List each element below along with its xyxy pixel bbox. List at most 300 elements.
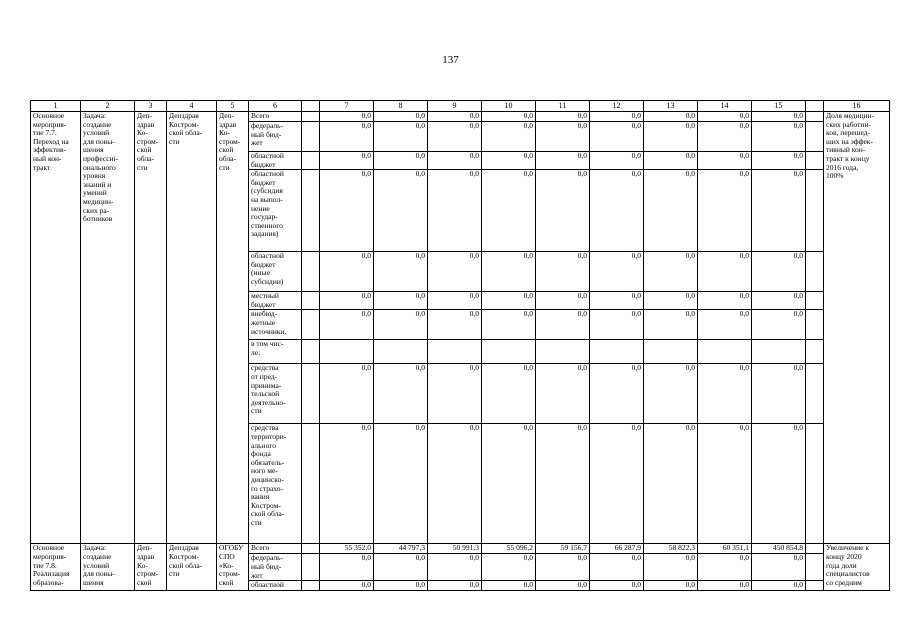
value-cell: 0,0 bbox=[752, 152, 806, 170]
value-cell: 0,0 bbox=[752, 292, 806, 310]
value-cell: 0,0 bbox=[482, 170, 536, 252]
value-cell: 0,0 bbox=[482, 364, 536, 424]
value-cell: 0,0 bbox=[698, 554, 752, 581]
cell-text-line: Всего bbox=[251, 111, 270, 120]
value-cell: 0,0 bbox=[482, 122, 536, 152]
cell-text-line: ного ме- bbox=[251, 466, 278, 476]
value-cell: 0,0 bbox=[374, 554, 428, 581]
value-cell: 0,0 bbox=[482, 292, 536, 310]
value-cell: 0,0 bbox=[536, 554, 590, 581]
header-cell: 16 bbox=[824, 101, 890, 112]
header-cell: 5 bbox=[217, 101, 249, 112]
value-cell: 58 822,3 bbox=[644, 544, 698, 554]
value-cell: 0,0 bbox=[590, 170, 644, 252]
value-cell bbox=[536, 340, 590, 364]
spacer-cell bbox=[302, 424, 320, 544]
cell-text-line: года доли bbox=[826, 560, 857, 570]
cell-text-line: тивный кон- bbox=[826, 145, 866, 155]
spacer-cell bbox=[806, 310, 824, 340]
header-cell bbox=[302, 101, 320, 112]
value-cell: 66 287,9 bbox=[590, 544, 644, 554]
value-cell: 0,0 bbox=[536, 310, 590, 340]
value-cell: 0,0 bbox=[698, 152, 752, 170]
cell-text-line: онального bbox=[83, 162, 116, 172]
value-cell: 0,0 bbox=[374, 252, 428, 292]
cell-text-line: нение bbox=[251, 203, 270, 213]
cell-text-line: Костром- bbox=[251, 500, 281, 510]
cell-text-line: стром- bbox=[219, 569, 241, 579]
value-cell: 0,0 bbox=[752, 424, 806, 544]
spacer-cell bbox=[302, 152, 320, 170]
value-cell: 0,0 bbox=[320, 252, 374, 292]
spacer-cell bbox=[302, 122, 320, 152]
value-cell: 0,0 bbox=[590, 581, 644, 591]
measure_78-col5 bbox=[217, 544, 249, 591]
budget-table bbox=[30, 100, 890, 591]
value-cell: 0,0 bbox=[536, 152, 590, 170]
cell-text-line: жет bbox=[251, 570, 263, 580]
funding-source-label bbox=[249, 122, 302, 152]
cell-text-line: 100% bbox=[826, 171, 844, 181]
value-cell: 0,0 bbox=[590, 292, 644, 310]
cell-text-line: Всего bbox=[251, 543, 270, 553]
value-cell: 0,0 bbox=[536, 292, 590, 310]
spacer-cell bbox=[806, 554, 824, 581]
cell-text-line: в том чис- bbox=[251, 339, 284, 349]
cell-text-line: обязатель- bbox=[251, 457, 285, 467]
value-cell: 0,0 bbox=[644, 112, 698, 122]
cell-text-line: знаний и bbox=[83, 179, 112, 189]
value-cell: 0,0 bbox=[644, 554, 698, 581]
value-cell: 0,0 bbox=[320, 424, 374, 544]
cell-text-line: федераль- bbox=[251, 553, 284, 563]
value-cell: 0,0 bbox=[590, 152, 644, 170]
header-cell: 15 bbox=[752, 101, 806, 112]
value-cell: 0,0 bbox=[374, 170, 428, 252]
page-number: 137 bbox=[442, 54, 459, 66]
header-cell: 14 bbox=[698, 101, 752, 112]
cell-text-line: внебюд- bbox=[251, 309, 278, 319]
value-cell: 0,0 bbox=[428, 112, 482, 122]
value-cell: 0,0 bbox=[428, 292, 482, 310]
value-cell: 0,0 bbox=[752, 122, 806, 152]
cell-text-line: для повы- bbox=[83, 569, 115, 579]
cell-text-line: Деп- bbox=[137, 543, 153, 553]
value-cell: 0,0 bbox=[590, 252, 644, 292]
cell-text-line: тельской bbox=[251, 389, 280, 399]
value-cell: 59 156,7 bbox=[536, 544, 590, 554]
cell-text-line: ской bbox=[219, 577, 234, 587]
cell-text-line: Деп- bbox=[137, 111, 153, 120]
cell-text-line: источники, bbox=[251, 326, 287, 336]
cell-text-line: мероприя- bbox=[33, 551, 67, 561]
measure_77-col16 bbox=[824, 112, 890, 544]
header-cell bbox=[806, 101, 824, 112]
funding-source-label bbox=[249, 340, 302, 364]
spacer-cell bbox=[806, 340, 824, 364]
cell-text-line: профессиi- bbox=[83, 153, 119, 163]
cell-text-line: 2016 года, bbox=[826, 162, 859, 172]
cell-text-line: Ко- bbox=[219, 128, 230, 138]
value-cell: 0,0 bbox=[428, 310, 482, 340]
value-cell: 0,0 bbox=[428, 581, 482, 591]
header-cell: 8 bbox=[374, 101, 428, 112]
value-cell: 0,0 bbox=[752, 112, 806, 122]
measure_77-col3 bbox=[135, 112, 167, 544]
cell-text-line: эффектив- bbox=[33, 145, 67, 155]
spacer-cell bbox=[302, 112, 320, 122]
value-cell: 0,0 bbox=[752, 310, 806, 340]
cell-text-line: ственного bbox=[251, 220, 283, 230]
cell-text-line: сти bbox=[169, 569, 180, 579]
funding-source-label bbox=[249, 292, 302, 310]
value-cell: 0,0 bbox=[320, 122, 374, 152]
spacer-cell bbox=[302, 310, 320, 340]
measure_78-col4 bbox=[167, 544, 217, 591]
funding-source-label bbox=[249, 310, 302, 340]
value-cell: 0,0 bbox=[536, 170, 590, 252]
funding-source-label bbox=[249, 252, 302, 292]
value-cell: 0,0 bbox=[590, 112, 644, 122]
cell-text-line: ской bbox=[137, 577, 152, 587]
spacer-cell bbox=[302, 292, 320, 310]
cell-text-line: деятельно- bbox=[251, 397, 286, 407]
cell-text-line: ской bbox=[219, 145, 234, 155]
cell-text-line: бюджет bbox=[251, 259, 276, 269]
measure_78-col2 bbox=[81, 544, 135, 591]
value-cell: 0,0 bbox=[698, 581, 752, 591]
value-cell: 0,0 bbox=[698, 292, 752, 310]
funding-source-label bbox=[249, 364, 302, 424]
cell-text-line: тие 7.8. bbox=[33, 560, 57, 570]
cell-text-line: тракт к концу bbox=[826, 153, 870, 163]
value-cell: 0,0 bbox=[644, 364, 698, 424]
value-cell: 0,0 bbox=[428, 364, 482, 424]
spacer-cell bbox=[302, 170, 320, 252]
cell-text-line: задания) bbox=[251, 229, 279, 239]
cell-text-line: Реализация bbox=[33, 569, 70, 579]
funding-source-label bbox=[249, 554, 302, 581]
value-cell bbox=[482, 340, 536, 364]
cell-text-line: обла- bbox=[219, 153, 236, 163]
value-cell: 0,0 bbox=[320, 152, 374, 170]
measure_77-col2 bbox=[81, 112, 135, 544]
spacer-cell bbox=[806, 252, 824, 292]
value-cell: 0,0 bbox=[320, 112, 374, 122]
measure_77-col4 bbox=[167, 112, 217, 544]
value-cell: 0,0 bbox=[536, 112, 590, 122]
cell-text-line: ских ра- bbox=[83, 205, 110, 215]
cell-text-line: жетные bbox=[251, 317, 276, 327]
value-cell: 0,0 bbox=[590, 122, 644, 152]
cell-text-line: го страхо- bbox=[251, 483, 284, 493]
cell-text-line: ской обла- bbox=[251, 509, 285, 519]
cell-text-line: для повы- bbox=[83, 136, 115, 146]
cell-text-line: сти bbox=[219, 162, 230, 172]
cell-text-line: областной bbox=[251, 251, 284, 261]
cell-text-line: сти bbox=[137, 162, 148, 172]
funding-source-label bbox=[249, 170, 302, 252]
cell-text-line: умений bbox=[83, 188, 107, 198]
cell-text-line: ный бюд- bbox=[251, 129, 282, 139]
value-cell: 50 991,3 bbox=[428, 544, 482, 554]
value-cell: 0,0 bbox=[482, 424, 536, 544]
value-cell: 0,0 bbox=[374, 310, 428, 340]
value-cell: 0,0 bbox=[482, 112, 536, 122]
measure_77-col1 bbox=[31, 112, 81, 544]
cell-text-line: от пред- bbox=[251, 371, 278, 381]
value-cell: 0,0 bbox=[590, 554, 644, 581]
cell-text-line: областной bbox=[251, 580, 284, 590]
spacer-cell bbox=[806, 152, 824, 170]
value-cell: 0,0 bbox=[698, 424, 752, 544]
cell-text-line: фонда bbox=[251, 449, 271, 459]
value-cell: 0,0 bbox=[428, 170, 482, 252]
cell-text-line: жет bbox=[251, 138, 263, 148]
funding-source-label bbox=[249, 112, 302, 122]
value-cell: 0,0 bbox=[428, 252, 482, 292]
value-cell: 55 096,2 bbox=[482, 544, 536, 554]
cell-text-line: Основное bbox=[33, 543, 65, 553]
spacer-cell bbox=[302, 340, 320, 364]
cell-text-line: «Ко- bbox=[219, 560, 234, 570]
value-cell: 0,0 bbox=[428, 122, 482, 152]
cell-text-line: ный бюд- bbox=[251, 561, 282, 571]
value-cell: 0,0 bbox=[698, 364, 752, 424]
cell-text-line: здрав bbox=[137, 119, 155, 129]
cell-text-line: ботников bbox=[83, 214, 113, 224]
value-cell: 0,0 bbox=[482, 152, 536, 170]
spacer-cell bbox=[302, 554, 320, 581]
cell-text-line: Увеличение к bbox=[826, 543, 870, 553]
cell-text-line: Деп- bbox=[219, 111, 235, 120]
spacer-cell bbox=[806, 112, 824, 122]
cell-text-line: условий bbox=[83, 560, 110, 570]
value-cell: 0,0 bbox=[644, 152, 698, 170]
header-cell: 1 bbox=[31, 101, 81, 112]
value-cell: 0,0 bbox=[698, 112, 752, 122]
cell-text-line: бюджет bbox=[251, 299, 276, 309]
value-cell: 0,0 bbox=[698, 252, 752, 292]
value-cell: 0,0 bbox=[698, 170, 752, 252]
value-cell: 0,0 bbox=[590, 424, 644, 544]
cell-text-line: областной bbox=[251, 151, 284, 160]
spacer-cell bbox=[806, 292, 824, 310]
cell-text-line: ской обла- bbox=[169, 560, 203, 570]
table-row bbox=[31, 112, 890, 122]
funding-source-label bbox=[249, 581, 302, 591]
value-cell: 0,0 bbox=[590, 310, 644, 340]
value-cell: 0,0 bbox=[374, 424, 428, 544]
table-row bbox=[31, 544, 890, 554]
value-cell: 0,0 bbox=[320, 310, 374, 340]
value-cell: 0,0 bbox=[428, 152, 482, 170]
cell-text-line: средства bbox=[251, 423, 279, 433]
header-cell: 6 bbox=[249, 101, 302, 112]
spacer-cell bbox=[806, 424, 824, 544]
value-cell: 0,0 bbox=[374, 122, 428, 152]
cell-text-line: мероприя- bbox=[33, 119, 67, 129]
cell-text-line: ших на эффек- bbox=[826, 136, 873, 146]
cell-text-line: шения bbox=[83, 145, 104, 155]
spacer-cell bbox=[806, 122, 824, 152]
value-cell: 0,0 bbox=[536, 364, 590, 424]
cell-text-line: Переход на bbox=[33, 136, 69, 146]
value-cell: 0,0 bbox=[320, 292, 374, 310]
measure_78-col16 bbox=[824, 544, 890, 591]
cell-text-line: ской bbox=[137, 145, 152, 155]
value-cell: 0,0 bbox=[482, 581, 536, 591]
cell-text-line: сти bbox=[251, 406, 262, 416]
value-cell: 0,0 bbox=[644, 252, 698, 292]
cell-text-line: федераль- bbox=[251, 121, 284, 130]
funding-source-label bbox=[249, 424, 302, 544]
measure_78-col3 bbox=[135, 544, 167, 591]
cell-text-line: (субсидия bbox=[251, 186, 283, 196]
value-cell bbox=[320, 340, 374, 364]
cell-text-line: создание bbox=[83, 551, 112, 561]
value-cell: 0,0 bbox=[320, 170, 374, 252]
cell-text-line: принима- bbox=[251, 380, 282, 390]
value-cell: 0,0 bbox=[536, 424, 590, 544]
cell-text-line: специалистов bbox=[826, 569, 870, 579]
value-cell: 0,0 bbox=[374, 292, 428, 310]
spacer-cell bbox=[806, 544, 824, 554]
value-cell: 0,0 bbox=[482, 252, 536, 292]
cell-text-line: Костром- bbox=[169, 119, 199, 129]
spacer-cell bbox=[806, 581, 824, 591]
cell-text-line: средства bbox=[251, 363, 279, 373]
header-cell: 12 bbox=[590, 101, 644, 112]
value-cell: 0,0 bbox=[374, 581, 428, 591]
value-cell bbox=[752, 340, 806, 364]
cell-text-line: со средним bbox=[826, 577, 862, 587]
cell-text-line: субсидии) bbox=[251, 276, 284, 286]
value-cell bbox=[590, 340, 644, 364]
cell-text-line: Доля медицин- bbox=[826, 111, 875, 120]
value-cell: 0,0 bbox=[752, 364, 806, 424]
value-cell: 0,0 bbox=[536, 581, 590, 591]
spacer-cell bbox=[806, 364, 824, 424]
cell-text-line: тие 7.7. bbox=[33, 128, 57, 138]
cell-text-line: территори- bbox=[251, 431, 287, 441]
cell-text-line: Депздрав bbox=[169, 111, 199, 120]
measure_78-col1 bbox=[31, 544, 81, 591]
cell-text-line: бюджет bbox=[251, 159, 276, 169]
cell-text-line: областной bbox=[251, 169, 284, 179]
value-cell: 0,0 bbox=[428, 424, 482, 544]
cell-text-line: бюджет bbox=[251, 177, 276, 187]
spacer-cell bbox=[302, 364, 320, 424]
cell-text-line: создание bbox=[83, 119, 112, 129]
value-cell: 0,0 bbox=[320, 581, 374, 591]
measure_77-col5 bbox=[217, 112, 249, 544]
value-cell bbox=[698, 340, 752, 364]
value-cell: 55 352,0 bbox=[320, 544, 374, 554]
value-cell: 0,0 bbox=[320, 364, 374, 424]
cell-text-line: тракт bbox=[33, 162, 51, 172]
cell-text-line: Ко- bbox=[137, 560, 148, 570]
cell-text-line: ских работни- bbox=[826, 119, 871, 129]
value-cell: 0,0 bbox=[320, 554, 374, 581]
value-cell: 0,0 bbox=[374, 364, 428, 424]
cell-text-line: вания bbox=[251, 492, 270, 502]
value-cell: 0,0 bbox=[536, 252, 590, 292]
value-cell: 60 351,1 bbox=[698, 544, 752, 554]
value-cell bbox=[374, 340, 428, 364]
header-cell: 2 bbox=[81, 101, 135, 112]
header-cell: 3 bbox=[135, 101, 167, 112]
cell-text-line: на выпол- bbox=[251, 194, 283, 204]
value-cell: 0,0 bbox=[374, 112, 428, 122]
header-cell: 10 bbox=[482, 101, 536, 112]
cell-text-line: обла- bbox=[137, 153, 154, 163]
header-cell: 13 bbox=[644, 101, 698, 112]
spacer-cell bbox=[806, 170, 824, 252]
cell-text-line: медицин- bbox=[83, 196, 114, 206]
value-cell: 0,0 bbox=[698, 310, 752, 340]
cell-text-line: уровня bbox=[83, 171, 106, 181]
cell-text-line: стром- bbox=[137, 136, 159, 146]
spacer-cell bbox=[302, 544, 320, 554]
value-cell: 0,0 bbox=[644, 581, 698, 591]
cell-text-line: (иные bbox=[251, 268, 270, 278]
header-cell: 7 bbox=[320, 101, 374, 112]
header-cell: 9 bbox=[428, 101, 482, 112]
cell-text-line: Основное bbox=[33, 111, 65, 120]
cell-text-line: шения bbox=[83, 577, 104, 587]
value-cell: 0,0 bbox=[482, 554, 536, 581]
cell-text-line: ской обла- bbox=[169, 128, 203, 138]
cell-text-line: государ- bbox=[251, 212, 278, 222]
value-cell: 0,0 bbox=[752, 554, 806, 581]
cell-text-line: ков, перешед- bbox=[826, 128, 871, 138]
cell-text-line: ального bbox=[251, 440, 276, 450]
cell-text-line: условий bbox=[83, 128, 110, 138]
value-cell: 0,0 bbox=[374, 152, 428, 170]
header-cell: 4 bbox=[167, 101, 217, 112]
value-cell bbox=[428, 340, 482, 364]
value-cell: 0,0 bbox=[590, 364, 644, 424]
value-cell: 0,0 bbox=[482, 310, 536, 340]
value-cell: 0,0 bbox=[644, 170, 698, 252]
cell-text-line: Депздрав bbox=[169, 543, 199, 553]
value-cell: 0,0 bbox=[644, 424, 698, 544]
cell-text-line: Задача: bbox=[83, 111, 107, 120]
spacer-cell bbox=[302, 581, 320, 591]
cell-text-line: концу 2020 bbox=[826, 551, 862, 561]
cell-text-line: СПО bbox=[219, 551, 235, 561]
value-cell bbox=[644, 340, 698, 364]
cell-text-line: сти bbox=[251, 517, 262, 527]
value-cell: 0,0 bbox=[644, 310, 698, 340]
cell-text-line: ле: bbox=[251, 347, 261, 357]
value-cell: 0,0 bbox=[644, 292, 698, 310]
cell-text-line: здрав bbox=[137, 551, 155, 561]
cell-text-line: Задача: bbox=[83, 543, 107, 553]
value-cell: 0,0 bbox=[644, 122, 698, 152]
value-cell: 0,0 bbox=[698, 122, 752, 152]
funding-source-label bbox=[249, 544, 302, 554]
value-cell: 450 854,8 bbox=[752, 544, 806, 554]
header-cell: 11 bbox=[536, 101, 590, 112]
value-cell: 0,0 bbox=[752, 581, 806, 591]
cell-text-line: сти bbox=[169, 136, 180, 146]
value-cell: 0,0 bbox=[752, 170, 806, 252]
cell-text-line: стром- bbox=[219, 136, 241, 146]
cell-text-line: дицинско- bbox=[251, 474, 284, 484]
cell-text-line: стром- bbox=[137, 569, 159, 579]
